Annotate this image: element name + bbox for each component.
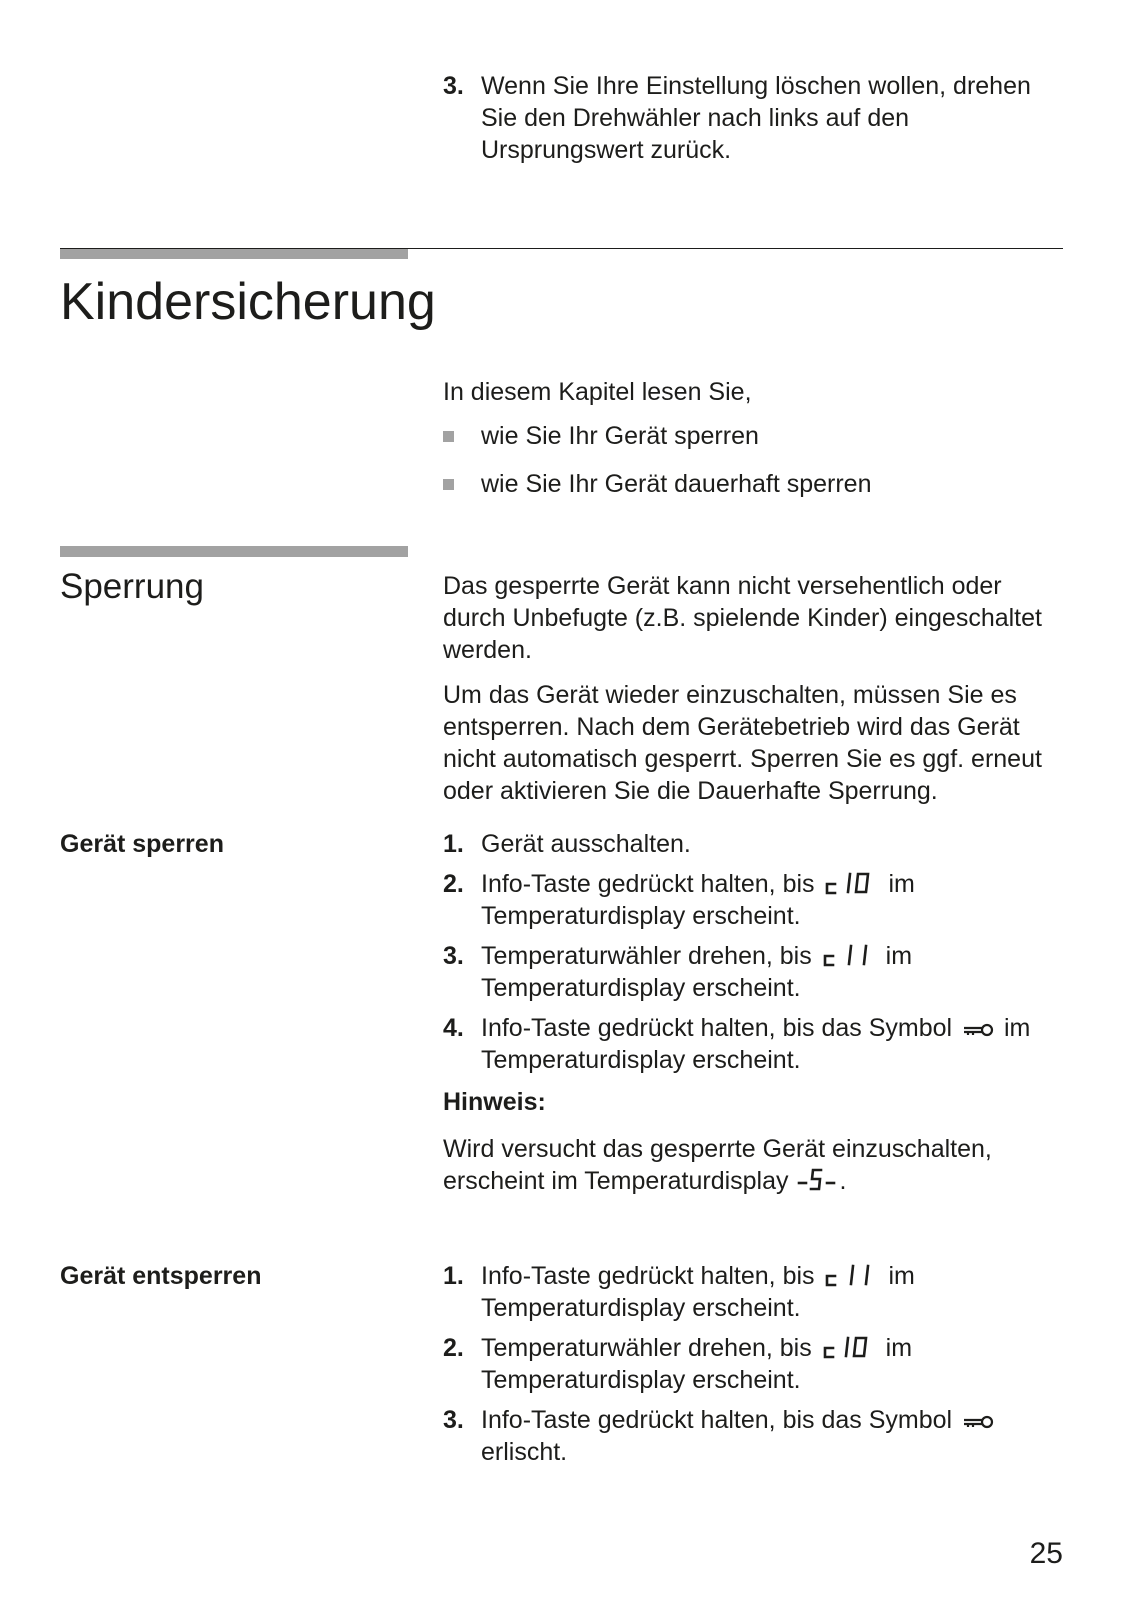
unlock-step-list (443, 1260, 1083, 1476)
display-code-c11-icon (823, 1262, 879, 1288)
list-item: 4. Info-Taste gedrückt halten, bis das Symbol im Temperaturdisplay erscheint. (443, 1014, 1031, 1074)
list-item: 3. Temperaturwähler drehen, bis im Temperaturdisplay erscheint. (443, 942, 913, 1002)
display-code-c10-icon (823, 870, 879, 896)
page-number: 25 (1029, 1537, 1063, 1570)
lock-heading: Gerät sperren (60, 830, 224, 858)
list-item: 3. Info-Taste gedrückt halten, bis das Symbol erlischt. (443, 1404, 1083, 1468)
list-item: 2. Temperaturwähler drehen, bis im Temperaturdisplay erscheint. (443, 1334, 913, 1394)
display-code-dash-5-dash-icon (797, 1167, 837, 1193)
list-item: 2. Info-Taste gedrückt halten, bis im Temperaturdisplay erscheint. (443, 870, 915, 930)
top-step-list (443, 70, 1083, 174)
list-item: 1. Gerät ausschalten. (443, 830, 691, 858)
list-item: wie Sie Ihr Gerät dauerhaft sperren (443, 468, 871, 500)
step-text-line: Wenn Sie Ihre Einstellung löschen wollen, drehen (481, 72, 1031, 100)
display-code-c11-icon (821, 942, 877, 968)
key-icon (961, 1412, 995, 1432)
display-code-c10-icon (821, 1334, 877, 1360)
section-rule (60, 546, 408, 557)
key-icon (961, 1020, 995, 1040)
bullet-square-icon (443, 479, 454, 490)
chapter-title: Kindersicherung (60, 273, 436, 331)
unlock-heading: Gerät entsperren (60, 1262, 262, 1290)
step-text-line: Ursprungswert zurück. (481, 136, 732, 164)
lock-step-list (443, 828, 1083, 1084)
step-number: 3. (443, 72, 464, 100)
section-paragraph: Um das Gerät wieder einzuschalten, müssen Sie es entsperren. Nach dem Gerätebetrieb wird das Gerät nicht automatisch gesperrt. Sperren Sie es ggf. erneut oder aktivieren Sie die Dauerhafte Sperrung. (443, 681, 1042, 805)
intro-bullet-list (443, 420, 871, 516)
note-label: Hinweis: (443, 1088, 546, 1116)
section-paragraph: Das gesperrte Gerät kann nicht versehentlich oder durch Unbefugte (z.B. spielende Kinder) eingeschaltet werden. (443, 572, 1042, 664)
step-text-line: Sie den Drehwähler nach links auf den (481, 104, 910, 132)
chapter-rule-thin (60, 248, 1063, 249)
list-item: wie Sie Ihr Gerät sperren (443, 420, 871, 452)
list-item (443, 70, 1083, 166)
section-title: Sperrung (60, 567, 204, 606)
list-item: 1. Info-Taste gedrückt halten, bis im Temperaturdisplay erscheint. (443, 1262, 915, 1322)
bullet-square-icon (443, 431, 454, 442)
chapter-rule-thick (60, 248, 408, 259)
note-text: Wird versucht das gesperrte Gerät einzuschalten, erscheint im Temperaturdisplay . (443, 1135, 992, 1195)
intro-lead: In diesem Kapitel lesen Sie, (443, 378, 752, 406)
